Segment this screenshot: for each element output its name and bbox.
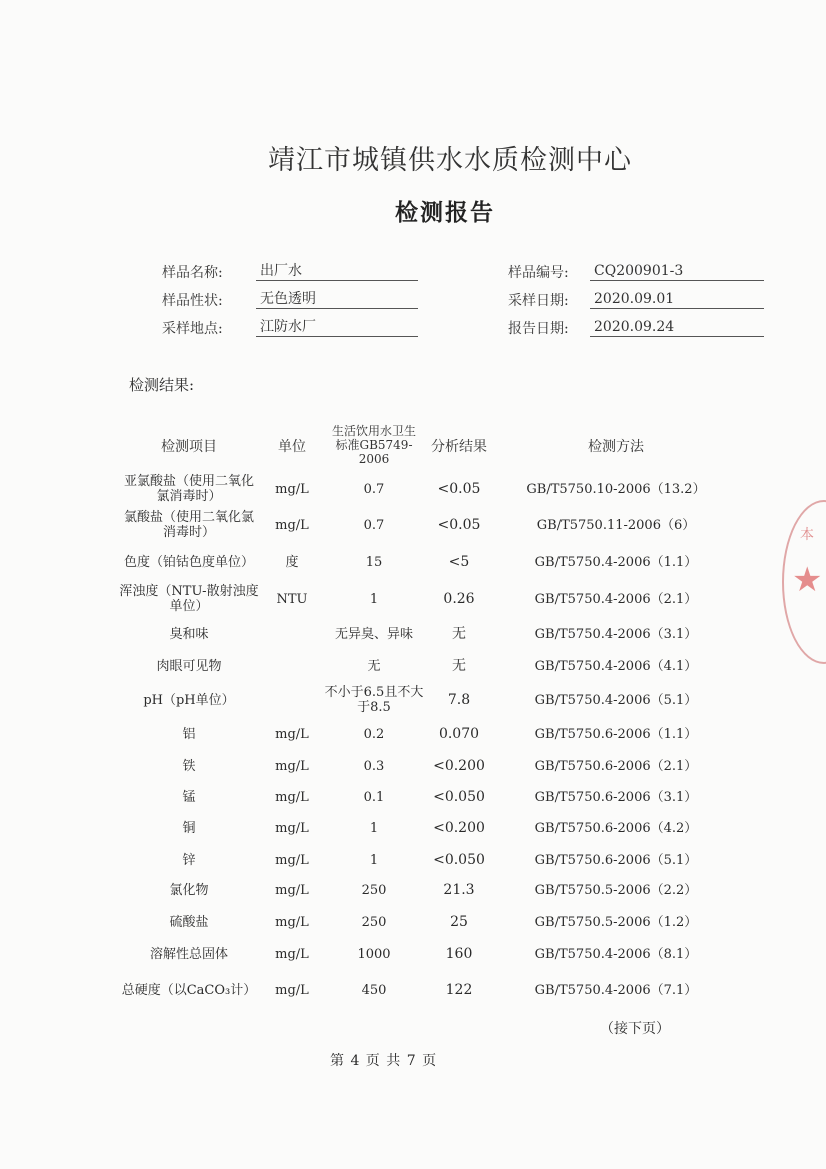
row-item: 亚氯酸盐（使用二氧化氯消毒时） — [123, 474, 254, 504]
seal-star-icon: ★ — [792, 560, 823, 600]
row-result: 122 — [445, 981, 473, 998]
row-item: 铜 — [182, 820, 196, 836]
row-item: 臭和味 — [169, 626, 209, 642]
row-method: GB/T5750.6-2006（1.1） — [534, 726, 698, 742]
row-result: 21.3 — [443, 881, 475, 898]
row-standard: 0.7 — [363, 481, 385, 497]
row-unit: mg/L — [275, 517, 309, 533]
row-method: GB/T5750.4-2006（4.1） — [534, 658, 698, 674]
table-row — [118, 619, 738, 649]
sample-number-value: CQ200901-3 — [590, 262, 764, 281]
row-standard: 无 — [367, 658, 381, 674]
row-standard: 1 — [369, 591, 379, 607]
row-item: 总硬度（以CaCO₃计） — [121, 982, 257, 998]
row-unit: mg/L — [275, 481, 309, 497]
table-row — [118, 907, 738, 937]
table-row — [118, 782, 738, 812]
row-unit — [260, 619, 324, 649]
sample-property-label: 样品性状: — [162, 293, 223, 309]
row-standard: 0.2 — [363, 726, 385, 742]
row-item: 浑浊度（NTU-散射浊度单位） — [119, 584, 259, 614]
row-method: GB/T5750.6-2006（3.1） — [534, 789, 698, 805]
row-unit: 度 — [285, 554, 299, 570]
row-unit — [260, 685, 324, 715]
row-method: GB/T5750.4-2006（3.1） — [534, 626, 698, 642]
row-unit: mg/L — [275, 852, 309, 868]
row-method: GB/T5750.11-2006（6） — [536, 517, 696, 533]
row-result: <0.05 — [437, 480, 481, 497]
row-result: 160 — [445, 945, 473, 962]
row-result: <0.05 — [437, 516, 481, 533]
row-result: <0.200 — [433, 819, 485, 836]
sample-property-value: 无色透明 — [256, 290, 418, 309]
row-method: GB/T5750.10-2006（13.2） — [526, 481, 706, 497]
row-item: 锰 — [182, 789, 196, 805]
row-method: GB/T5750.4-2006（2.1） — [534, 591, 698, 607]
row-unit: NTU — [276, 591, 308, 607]
header-result: 分析结果 — [431, 439, 487, 455]
sampling-location-value: 江防水厂 — [256, 318, 418, 337]
row-item: 色度（铂钴色度单位） — [123, 554, 254, 570]
sample-name-value: 出厂水 — [256, 262, 418, 281]
row-unit: mg/L — [275, 914, 309, 930]
row-method: GB/T5750.4-2006（5.1） — [534, 692, 698, 708]
row-standard: 0.7 — [363, 517, 385, 533]
row-result: <0.200 — [433, 757, 485, 774]
sampling-date-label: 采样日期: — [508, 293, 569, 309]
row-standard: 450 — [361, 982, 387, 998]
row-unit: mg/L — [275, 726, 309, 742]
sample-name-label: 样品名称: — [162, 265, 223, 281]
table-row — [118, 685, 738, 715]
header-method: 检测方法 — [588, 439, 644, 455]
row-item: 氯酸盐（使用二氧化氯消毒时） — [123, 510, 254, 540]
row-item: pH（pH单位） — [143, 692, 235, 708]
row-standard: 不小于6.5且不大于8.5 — [324, 685, 424, 715]
row-unit: mg/L — [275, 882, 309, 898]
row-standard: 1 — [369, 852, 379, 868]
row-unit: mg/L — [275, 758, 309, 774]
row-result: <5 — [448, 553, 470, 570]
row-item: 硫酸盐 — [169, 914, 209, 930]
table-row — [118, 584, 738, 614]
row-unit: mg/L — [275, 982, 309, 998]
row-result: <0.050 — [433, 788, 485, 805]
header-unit: 单位 — [278, 439, 306, 455]
row-standard: 15 — [365, 554, 383, 570]
table-row — [118, 474, 738, 504]
table-row — [118, 751, 738, 781]
row-method: GB/T5750.4-2006（7.1） — [534, 982, 698, 998]
header-standard: 生活饮用水卫生标准GB5749-2006 — [331, 424, 416, 466]
report-date-label: 报告日期: — [508, 321, 569, 337]
row-standard: 1000 — [357, 946, 391, 962]
row-result: 7.8 — [447, 691, 471, 708]
table-row — [118, 547, 738, 577]
row-unit: mg/L — [275, 789, 309, 805]
sample-number-label: 样品编号: — [508, 265, 569, 281]
organization-name: 靖江市城镇供水水质检测中心 — [268, 145, 632, 176]
table-row — [118, 651, 738, 681]
row-standard: 1 — [369, 820, 379, 836]
report-date-value: 2020.09.24 — [590, 318, 764, 337]
report-title: 检测报告 — [395, 199, 495, 226]
row-result: 0.070 — [438, 725, 480, 742]
row-item: 溶解性总固体 — [149, 946, 228, 962]
table-row — [118, 875, 738, 905]
row-unit: mg/L — [275, 946, 309, 962]
row-result: 0.26 — [443, 590, 475, 607]
row-standard: 250 — [361, 882, 387, 898]
row-item: 肉眼可见物 — [156, 658, 222, 674]
row-item: 氯化物 — [169, 882, 209, 898]
table-row — [118, 813, 738, 843]
row-method: GB/T5750.4-2006（1.1） — [534, 554, 698, 570]
row-standard: 0.3 — [363, 758, 385, 774]
table-row — [118, 719, 738, 749]
table-row — [118, 939, 738, 969]
row-method: GB/T5750.5-2006（1.2） — [534, 914, 698, 930]
row-method: GB/T5750.4-2006（8.1） — [534, 946, 698, 962]
continue-note: （接下页） — [600, 1021, 670, 1037]
page-footer: 第 4 页 共 7 页 — [330, 1053, 438, 1069]
row-unit — [260, 651, 324, 681]
sampling-location-label: 采样地点: — [162, 321, 223, 337]
header-item: 检测项目 — [161, 439, 217, 455]
row-standard: 无异臭、异味 — [334, 626, 413, 642]
table-row — [118, 510, 738, 540]
row-method: GB/T5750.6-2006（5.1） — [534, 852, 698, 868]
row-item: 锌 — [182, 852, 196, 868]
row-standard: 0.1 — [363, 789, 385, 805]
table-row — [118, 975, 738, 1005]
row-standard: 250 — [361, 914, 387, 930]
row-unit: mg/L — [275, 820, 309, 836]
row-method: GB/T5750.5-2006（2.2） — [534, 882, 698, 898]
row-item: 铝 — [182, 726, 196, 742]
row-method: GB/T5750.6-2006（2.1） — [534, 758, 698, 774]
row-method: GB/T5750.6-2006（4.2） — [534, 820, 698, 836]
row-result: <0.050 — [433, 851, 485, 868]
table-row — [118, 845, 738, 875]
row-result: 无 — [452, 657, 466, 674]
row-result: 无 — [452, 625, 466, 642]
row-item: 铁 — [182, 758, 196, 774]
row-result: 25 — [450, 913, 468, 930]
sampling-date-value: 2020.09.01 — [590, 290, 764, 309]
seal-text: 本 — [800, 527, 814, 543]
results-label: 检测结果: — [129, 376, 195, 394]
